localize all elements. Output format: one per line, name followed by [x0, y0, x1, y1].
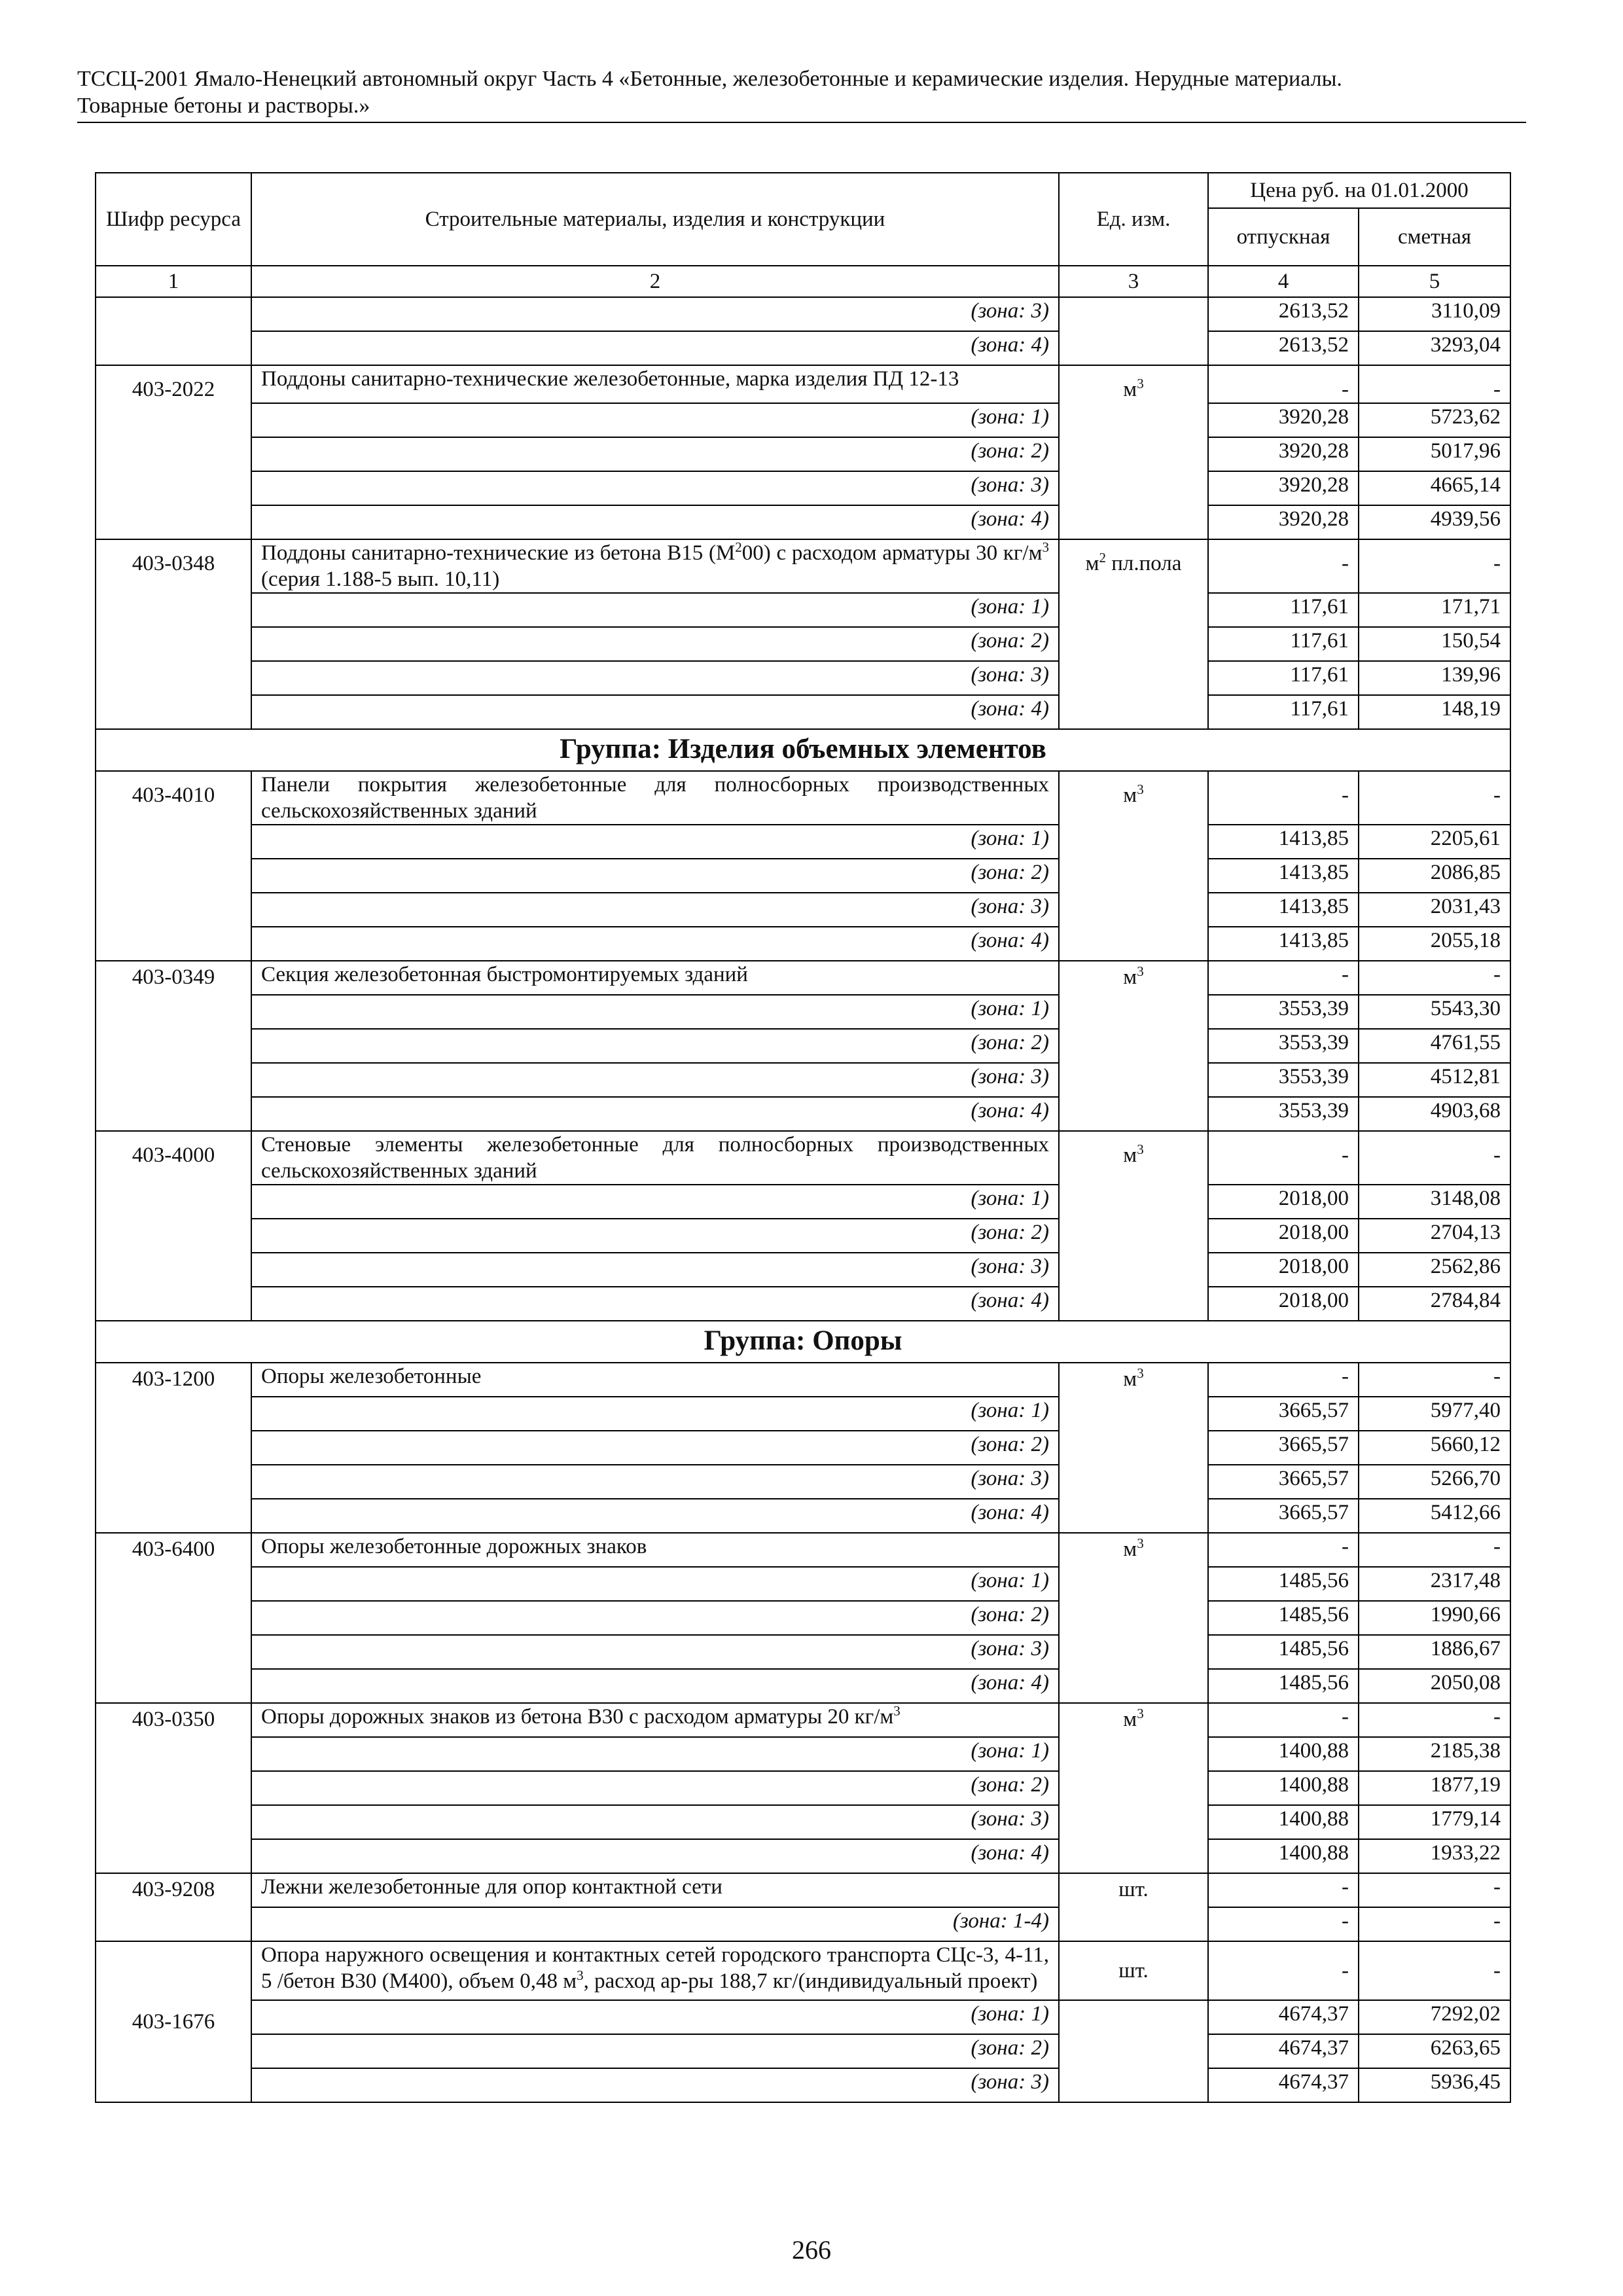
zone-label: (зона: 2) [251, 2034, 1059, 2068]
zone-label: (зона: 3) [251, 471, 1059, 505]
estimate-price: 6263,65 [1359, 2034, 1510, 2068]
zone-label: (зона: 4) [251, 1287, 1059, 1321]
release-price: - [1208, 1533, 1359, 1567]
col-header-unit: Ед. изм. [1059, 173, 1208, 266]
release-price: - [1208, 1363, 1359, 1397]
release-price: 3920,28 [1208, 437, 1359, 471]
release-price: 117,61 [1208, 593, 1359, 627]
estimate-price: 4903,68 [1359, 1097, 1510, 1131]
item-403-9208 [96, 1873, 1510, 1941]
item-name: Опоры железобетонные дорожных знаков [251, 1533, 1059, 1567]
zone-label: (зона: 3) [251, 1253, 1059, 1287]
estimate-price: 1877,19 [1359, 1771, 1510, 1805]
estimate-price: 3110,09 [1359, 297, 1510, 331]
estimate-price: 2185,38 [1359, 1737, 1510, 1771]
estimate-price: 2704,13 [1359, 1219, 1510, 1253]
release-price: 4674,37 [1208, 2034, 1359, 2068]
zone-label: (зона: 1) [251, 825, 1059, 859]
resource-code: 403-0349 [96, 961, 251, 1131]
zone-label: (зона: 3) [251, 297, 1059, 331]
item-name: Опора наружного освещения и контактных сетей городского транспорта СЦс-3, 4-11, 5 /бетон В30 (М400), объем 0,48 $м^3$, расход ар-ры 188,7 кг/(индивидуальный проект) [251, 1941, 1059, 2000]
zone-label: (зона: 2) [251, 1219, 1059, 1253]
item-carry-over [96, 297, 1510, 365]
estimate-price: - [1359, 1703, 1510, 1737]
resource-code: 403-1200 [96, 1363, 251, 1533]
zone-label: (зона: 3) [251, 1635, 1059, 1669]
estimate-price: 139,96 [1359, 661, 1510, 695]
estimate-price: 2086,85 [1359, 859, 1510, 893]
zone-label: (зона: 2) [251, 1029, 1059, 1063]
estimate-price: 3148,08 [1359, 1185, 1510, 1219]
estimate-price: 2205,61 [1359, 825, 1510, 859]
item-403-0350 [96, 1703, 1510, 1873]
release-price: 2018,00 [1208, 1185, 1359, 1219]
group-volume-elements [96, 729, 1510, 771]
table-head [96, 173, 1510, 297]
zone-label: (зона: 1-4) [251, 1907, 1059, 1941]
resource-code: 403-4000 [96, 1131, 251, 1321]
estimate-price: 1933,22 [1359, 1839, 1510, 1873]
estimate-price: 5977,40 [1359, 1397, 1510, 1431]
col-header-price: Цена руб. на 01.01.2000 [1208, 173, 1510, 208]
estimate-price: 2562,86 [1359, 1253, 1510, 1287]
zone-label: (зона: 1) [251, 2000, 1059, 2034]
release-price: 1400,88 [1208, 1839, 1359, 1873]
page-number: 266 [792, 2235, 831, 2265]
resource-code: 403-4010 [96, 771, 251, 961]
release-price: - [1208, 961, 1359, 995]
estimate-price: 5412,66 [1359, 1499, 1510, 1533]
item-name: Опоры дорожных знаков из бетона В30 с расходом арматуры 20 $кг/м^3$ [251, 1703, 1059, 1737]
group-supports [96, 1321, 1510, 1363]
col-number: 4 [1208, 266, 1359, 297]
estimate-price: 150,54 [1359, 627, 1510, 661]
resource-code: 403-6400 [96, 1533, 251, 1703]
zone-label: (зона: 2) [251, 627, 1059, 661]
col-header-release: отпускная [1208, 208, 1359, 266]
item-403-1676 [96, 1941, 1510, 2102]
release-price: 3553,39 [1208, 1029, 1359, 1063]
estimate-price: - [1359, 961, 1510, 995]
release-price: 1400,88 [1208, 1805, 1359, 1839]
release-price: 1413,85 [1208, 859, 1359, 893]
unit-of-measure: $м^2$ пл.пола [1059, 539, 1208, 729]
zone-label: (зона: 3) [251, 893, 1059, 927]
item-name: Секция железобетонная быстромонтируемых зданий [251, 961, 1059, 995]
unit-cell [1059, 297, 1208, 365]
col-number: 3 [1059, 266, 1208, 297]
zone-label: (зона: 3) [251, 1465, 1059, 1499]
resource-code: 403-1676 [96, 1941, 251, 2102]
col-number: 2 [251, 266, 1059, 297]
item-name: Панели покрытия железобетонные для полносборных производственных сельскохозяйственных зданий [251, 771, 1059, 825]
estimate-price: 3293,04 [1359, 331, 1510, 365]
estimate-price: 5660,12 [1359, 1431, 1510, 1465]
zone-label: (зона: 1) [251, 995, 1059, 1029]
release-price: 3665,57 [1208, 1465, 1359, 1499]
estimate-price: - [1359, 1907, 1510, 1941]
zone-label: (зона: 4) [251, 1097, 1059, 1131]
estimate-price: - [1359, 365, 1510, 403]
estimate-price: 5017,96 [1359, 437, 1510, 471]
estimate-price: - [1359, 1941, 1510, 2000]
estimate-price: 1990,66 [1359, 1601, 1510, 1635]
header-rule [77, 122, 1526, 123]
estimate-price: - [1359, 1131, 1510, 1185]
resource-code: 403-9208 [96, 1873, 251, 1941]
col-number: 5 [1359, 266, 1510, 297]
zone-label: (зона: 1) [251, 593, 1059, 627]
resource-code: 403-0348 [96, 539, 251, 729]
resource-code: 403-0350 [96, 1703, 251, 1873]
release-price: 3665,57 [1208, 1397, 1359, 1431]
unit-of-measure: $м^3$ [1059, 365, 1208, 539]
release-price: 2018,00 [1208, 1287, 1359, 1321]
item-403-0349 [96, 961, 1510, 1131]
zone-label: (зона: 1) [251, 1397, 1059, 1431]
item-name: Опоры железобетонные [251, 1363, 1059, 1397]
estimate-price: - [1359, 539, 1510, 593]
estimate-price: 2784,84 [1359, 1287, 1510, 1321]
release-price: 117,61 [1208, 695, 1359, 729]
estimate-price: 4761,55 [1359, 1029, 1510, 1063]
release-price: 2018,00 [1208, 1219, 1359, 1253]
zone-label: (зона: 1) [251, 403, 1059, 437]
zone-label: (зона: 4) [251, 331, 1059, 365]
zone-label: (зона: 2) [251, 1771, 1059, 1805]
estimate-price: 2050,08 [1359, 1669, 1510, 1703]
estimate-price: 171,71 [1359, 593, 1510, 627]
unit-of-measure: $м^3$ [1059, 771, 1208, 961]
release-price: 4674,37 [1208, 2068, 1359, 2102]
unit-of-measure: $м^3$ [1059, 961, 1208, 1131]
group-heading: Группа: Опоры [96, 1321, 1510, 1363]
estimate-price: 2055,18 [1359, 927, 1510, 961]
unit-of-measure: шт. [1059, 1941, 1208, 2000]
release-price: - [1208, 1873, 1359, 1907]
release-price: 3920,28 [1208, 505, 1359, 539]
release-price: 2613,52 [1208, 297, 1359, 331]
release-price: - [1208, 1941, 1359, 2000]
estimate-price: 1779,14 [1359, 1805, 1510, 1839]
release-price: 2018,00 [1208, 1253, 1359, 1287]
release-price: - [1208, 771, 1359, 825]
estimate-price: 4939,56 [1359, 505, 1510, 539]
item-403-0348 [96, 539, 1510, 729]
estimate-price: 2317,48 [1359, 1567, 1510, 1601]
estimate-price: 7292,02 [1359, 2000, 1510, 2034]
resource-code: 403-2022 [96, 365, 251, 539]
release-price: 3553,39 [1208, 1063, 1359, 1097]
release-price: 3920,28 [1208, 471, 1359, 505]
release-price: 117,61 [1208, 661, 1359, 695]
release-price: - [1208, 1131, 1359, 1185]
estimate-price: 5266,70 [1359, 1465, 1510, 1499]
release-price: 117,61 [1208, 627, 1359, 661]
zone-label: (зона: 2) [251, 1601, 1059, 1635]
zone-label: (зона: 1) [251, 1185, 1059, 1219]
item-name: Стеновые элементы железобетонные для полносборных производственных сельскохозяйственных зданий [251, 1131, 1059, 1185]
header-line-1: ТССЦ-2001 Ямало-Ненецкий автономный округ Часть 4 «Бетонные, железобетонные и керамические изделия. Нерудные материалы. [77, 67, 1342, 91]
unit-cell [1059, 2000, 1208, 2102]
unit-of-measure: $м^3$ [1059, 1131, 1208, 1321]
zone-label: (зона: 4) [251, 1499, 1059, 1533]
col-number: 1 [96, 266, 251, 297]
zone-label: (зона: 4) [251, 1669, 1059, 1703]
estimate-price: 148,19 [1359, 695, 1510, 729]
estimate-price: 4665,14 [1359, 471, 1510, 505]
item-403-6400 [96, 1533, 1510, 1703]
item-name: Лежни железобетонные для опор контактной сети [251, 1873, 1059, 1907]
zone-label: (зона: 3) [251, 2068, 1059, 2102]
release-price: - [1208, 1907, 1359, 1941]
zone-label: (зона: 4) [251, 927, 1059, 961]
release-price: 1485,56 [1208, 1669, 1359, 1703]
item-403-1200 [96, 1363, 1510, 1533]
zone-label: (зона: 2) [251, 1431, 1059, 1465]
release-price: 1400,88 [1208, 1771, 1359, 1805]
release-price: 1413,85 [1208, 825, 1359, 859]
col-header-name: Строительные материалы, изделия и конструкции [251, 173, 1059, 266]
code-cell [96, 297, 251, 365]
release-price: 1485,56 [1208, 1567, 1359, 1601]
item-403-4010 [96, 771, 1510, 961]
zone-label: (зона: 1) [251, 1567, 1059, 1601]
unit-of-measure: $м^3$ [1059, 1533, 1208, 1703]
estimate-price: 2031,43 [1359, 893, 1510, 927]
unit-of-measure: шт. [1059, 1873, 1208, 1941]
col-header-code: Шифр ресурса [96, 173, 251, 266]
release-price: 4674,37 [1208, 2000, 1359, 2034]
release-price: 3920,28 [1208, 403, 1359, 437]
item-403-4000 [96, 1131, 1510, 1321]
release-price: 3665,57 [1208, 1499, 1359, 1533]
zone-label: (зона: 3) [251, 661, 1059, 695]
zone-label: (зона: 2) [251, 437, 1059, 471]
release-price: 3665,57 [1208, 1431, 1359, 1465]
release-price: - [1208, 539, 1359, 593]
group-heading: Группа: Изделия объемных элементов [96, 729, 1510, 771]
item-403-2022 [96, 365, 1510, 539]
release-price: 1413,85 [1208, 927, 1359, 961]
zone-label: (зона: 2) [251, 859, 1059, 893]
estimate-price: 1886,67 [1359, 1635, 1510, 1669]
estimate-price: 4512,81 [1359, 1063, 1510, 1097]
header-line-2: Товарные бетоны и растворы.» [77, 94, 370, 118]
release-price: - [1208, 1703, 1359, 1737]
zone-label: (зона: 3) [251, 1805, 1059, 1839]
release-price: 2613,52 [1208, 331, 1359, 365]
estimate-price: - [1359, 1873, 1510, 1907]
release-price: 3553,39 [1208, 1097, 1359, 1131]
item-name: Поддоны санитарно-технические из бетона В15 $(М^200)$ с расходом арматуры 30 $кг/м^3$ (серия 1.188-5 вып. 10,11) [251, 539, 1059, 593]
release-price: 1413,85 [1208, 893, 1359, 927]
estimate-price: 5543,30 [1359, 995, 1510, 1029]
estimate-price: - [1359, 1533, 1510, 1567]
zone-label: (зона: 1) [251, 1737, 1059, 1771]
zone-label: (зона: 4) [251, 695, 1059, 729]
col-header-estimate: сметная [1359, 208, 1510, 266]
unit-of-measure: $м^3$ [1059, 1703, 1208, 1873]
release-price: 1400,88 [1208, 1737, 1359, 1771]
release-price: 3553,39 [1208, 995, 1359, 1029]
price-table [95, 172, 1511, 2103]
zone-label: (зона: 3) [251, 1063, 1059, 1097]
item-name: Поддоны санитарно-технические железобетонные, марка изделия ПД 12-13 [251, 365, 1059, 403]
estimate-price: - [1359, 771, 1510, 825]
zone-label: (зона: 4) [251, 1839, 1059, 1873]
estimate-price: - [1359, 1363, 1510, 1397]
zone-label: (зона: 4) [251, 505, 1059, 539]
estimate-price: 5723,62 [1359, 403, 1510, 437]
release-price: 1485,56 [1208, 1601, 1359, 1635]
estimate-price: 5936,45 [1359, 2068, 1510, 2102]
document-header [77, 65, 1491, 119]
release-price: - [1208, 365, 1359, 403]
unit-of-measure: $м^3$ [1059, 1363, 1208, 1533]
release-price: 1485,56 [1208, 1635, 1359, 1669]
